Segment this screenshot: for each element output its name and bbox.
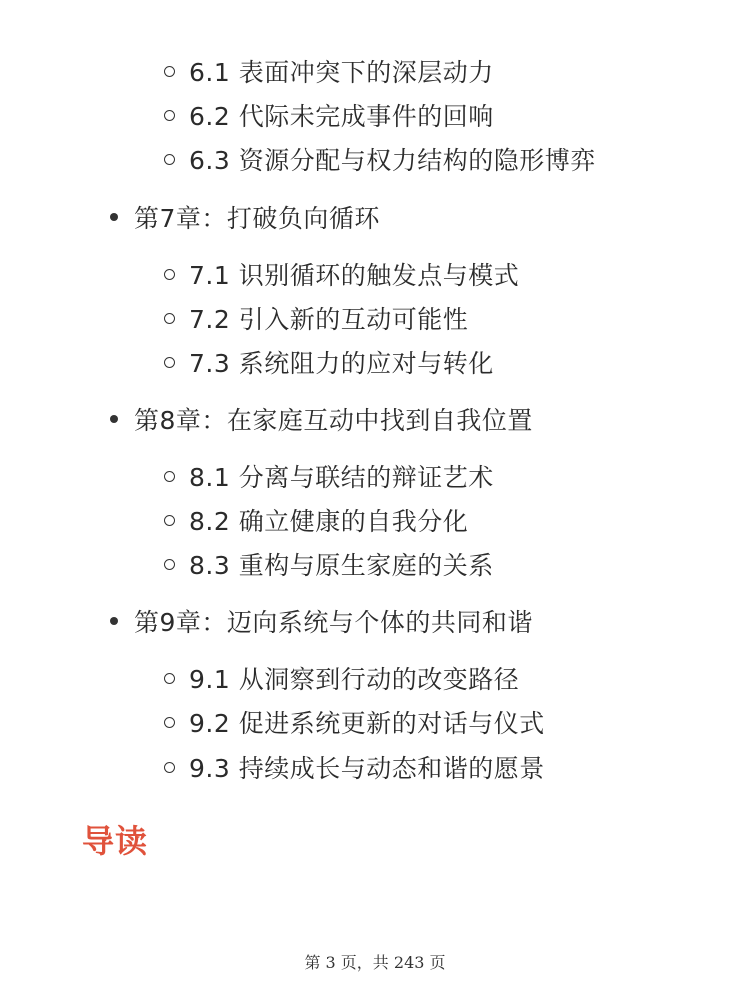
hollow-bullet-icon <box>164 717 175 728</box>
toc-subsection-label: 9.3 持续成长与动态和谐的愿景 <box>189 754 545 783</box>
toc-subsection-label: 6.1 表面冲突下的深层动力 <box>189 58 494 87</box>
toc-chapter-label: 第9章：迈向系统与个体的共同和谐 <box>134 608 533 637</box>
toc-subsection-9-3[interactable] <box>164 747 545 787</box>
toc-subsection-9-2[interactable] <box>164 702 545 742</box>
hollow-bullet-icon <box>164 269 175 280</box>
toc-subsection-label: 6.2 代际未完成事件的回响 <box>189 102 494 131</box>
hollow-bullet-icon <box>164 515 175 526</box>
hollow-bullet-icon <box>164 559 175 570</box>
toc-subsection-6-2[interactable] <box>164 95 494 135</box>
filled-bullet-icon <box>110 213 118 221</box>
filled-bullet-icon <box>110 617 118 625</box>
toc-subsection-7-2[interactable] <box>164 298 468 338</box>
page-footer: 第 3 页，共 243 页 <box>304 953 446 972</box>
hollow-bullet-icon <box>164 357 175 368</box>
toc-subsection-label: 8.1 分离与联结的辩证艺术 <box>189 463 494 492</box>
hollow-bullet-icon <box>164 313 175 324</box>
toc-subsection-6-1[interactable] <box>164 51 494 91</box>
toc-subsection-label: 9.2 促进系统更新的对话与仪式 <box>189 709 545 738</box>
toc-subsection-6-3[interactable] <box>164 139 596 179</box>
toc-subsection-label: 8.2 确立健康的自我分化 <box>189 507 469 536</box>
toc-subsection-7-3[interactable] <box>164 342 494 382</box>
hollow-bullet-icon <box>164 762 175 773</box>
toc-chapter-label: 第8章：在家庭互动中找到自我位置 <box>134 406 533 435</box>
filled-bullet-icon <box>110 415 118 423</box>
section-heading: 导读 <box>82 822 149 860</box>
toc-subsection-7-1[interactable] <box>164 254 519 294</box>
toc-subsection-label: 7.1 识别循环的触发点与模式 <box>189 261 520 290</box>
hollow-bullet-icon <box>164 110 175 121</box>
toc-subsection-8-1[interactable] <box>164 456 494 496</box>
hollow-bullet-icon <box>164 154 175 165</box>
toc-subsection-8-3[interactable] <box>164 544 494 584</box>
toc-subsection-label: 7.2 引入新的互动可能性 <box>189 305 469 334</box>
toc-chapter-9[interactable] <box>110 601 533 641</box>
hollow-bullet-icon <box>164 673 175 684</box>
toc-subsection-label: 7.3 系统阻力的应对与转化 <box>189 349 494 378</box>
toc-chapter-8[interactable] <box>110 399 533 439</box>
toc-subsection-label: 9.1 从洞察到行动的改变路径 <box>189 665 520 694</box>
toc-subsection-label: 6.3 资源分配与权力结构的隐形博弈 <box>189 146 596 175</box>
toc-subsection-8-2[interactable] <box>164 500 468 540</box>
hollow-bullet-icon <box>164 471 175 482</box>
toc-subsection-label: 8.3 重构与原生家庭的关系 <box>189 551 494 580</box>
toc-chapter-7[interactable] <box>110 197 380 237</box>
toc-subsection-9-1[interactable] <box>164 658 519 698</box>
hollow-bullet-icon <box>164 66 175 77</box>
toc-chapter-label: 第7章：打破负向循环 <box>134 204 380 233</box>
